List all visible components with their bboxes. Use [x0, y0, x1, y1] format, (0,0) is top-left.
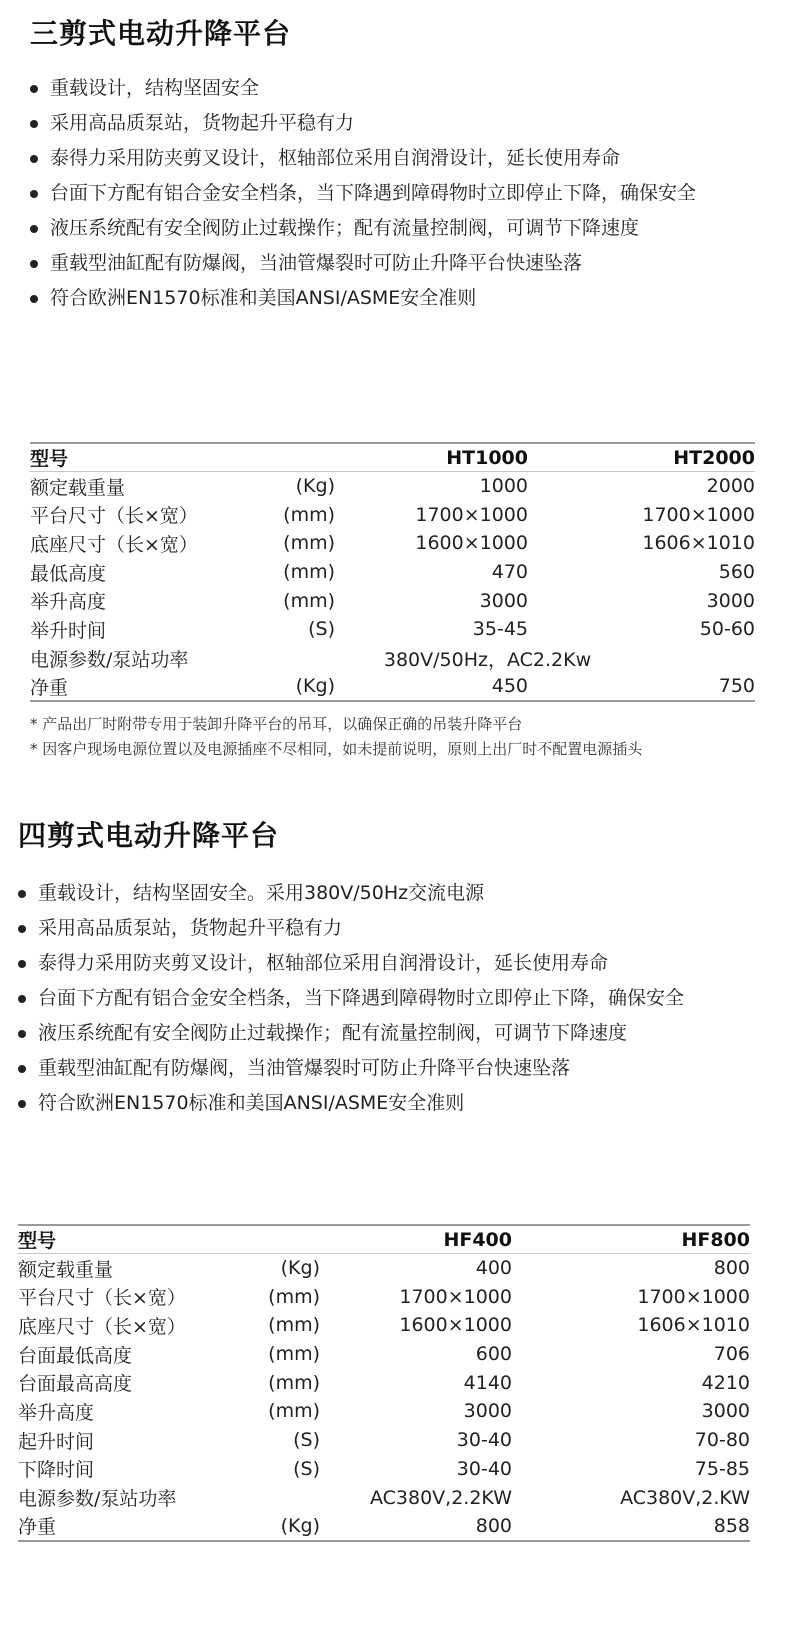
row-label: 底座尺寸（长×宽） — [30, 533, 198, 556]
bullet-icon — [30, 120, 38, 128]
row-value-1: AC380V,2.2KW — [369, 1486, 512, 1509]
feature-item — [30, 71, 696, 106]
row-value-2: 2000 — [706, 475, 755, 498]
table-row — [30, 644, 755, 673]
feature-text: 重载设计，结构坚固安全 — [50, 77, 260, 99]
row-unit: (S) — [293, 1457, 320, 1480]
bullet-icon — [18, 925, 26, 933]
row-label: 净重 — [30, 676, 69, 699]
table-row — [18, 1455, 750, 1484]
table-row — [30, 558, 755, 587]
notes-list — [30, 712, 642, 762]
row-value-1: 800 — [475, 1514, 512, 1537]
row-value-2: 560 — [718, 561, 755, 584]
feature-item — [30, 281, 696, 316]
feature-item — [18, 946, 684, 981]
table-row — [30, 586, 755, 615]
row-value-1: 3000 — [479, 589, 528, 612]
table-row — [18, 1311, 750, 1340]
row-value-1: 1600×1000 — [415, 532, 528, 555]
feature-item — [30, 106, 696, 141]
row-unit: (mm) — [268, 1285, 320, 1308]
table-row — [18, 1397, 750, 1426]
header-label: 型号 — [18, 1230, 57, 1253]
row-label: 台面最低高度 — [18, 1344, 133, 1367]
row-value-1: 30-40 — [456, 1457, 512, 1480]
row-value-1: 400 — [475, 1257, 512, 1280]
table-row — [18, 1282, 750, 1311]
row-unit: (mm) — [283, 532, 335, 555]
feature-text: 符合欧洲EN1570标准和美国ANSI/ASME安全准则 — [50, 287, 477, 309]
bullet-icon — [18, 1030, 26, 1038]
row-value-1: 35-45 — [472, 618, 528, 641]
row-unit: (mm) — [268, 1371, 320, 1394]
row-unit — [208, 1483, 320, 1512]
feature-text: 重载型油缸配有防爆阀，当油管爆裂时可防止升降平台快速坠落 — [50, 252, 583, 274]
bullet-icon — [30, 190, 38, 198]
row-unit: (Kg) — [280, 1257, 320, 1280]
section-three-scissor — [0, 0, 800, 780]
row-label: 下降时间 — [18, 1459, 95, 1482]
row-value-2: 1700×1000 — [637, 1285, 750, 1308]
spec-table — [18, 1224, 750, 1542]
bullet-icon — [30, 260, 38, 268]
row-label: 平台尺寸（长×宽） — [18, 1287, 186, 1310]
row-unit: (mm) — [268, 1400, 320, 1423]
note-item: * 因客户现场电源位置以及电源插座不尽相同，如未提前说明，原则上出厂时不配置电源插头 — [30, 740, 643, 758]
feature-text: 重载型油缸配有防爆阀，当油管爆裂时可防止升降平台快速坠落 — [38, 1057, 571, 1079]
feature-item — [18, 981, 684, 1016]
row-label: 底座尺寸（长×宽） — [18, 1315, 186, 1338]
row-value-1: 1700×1000 — [415, 503, 528, 526]
row-unit: (Kg) — [295, 475, 335, 498]
feature-item — [30, 211, 696, 246]
row-value-2: 4210 — [701, 1371, 750, 1394]
table-row — [18, 1254, 750, 1283]
table-header-row — [18, 1225, 750, 1254]
row-value-2: 50-60 — [699, 618, 755, 641]
row-value-2: 70-80 — [694, 1429, 750, 1452]
bullet-icon — [18, 960, 26, 968]
row-value-1: 4140 — [463, 1371, 512, 1394]
row-label: 台面最高高度 — [18, 1373, 133, 1396]
row-value-1: 30-40 — [456, 1429, 512, 1452]
row-label: 举升高度 — [30, 591, 107, 614]
feature-item — [30, 246, 696, 281]
table-row — [30, 529, 755, 558]
row-unit: (mm) — [283, 561, 335, 584]
row-value-1: 600 — [475, 1343, 512, 1366]
table-row — [18, 1512, 750, 1541]
row-label: 净重 — [18, 1516, 57, 1539]
table-row — [18, 1368, 750, 1397]
feature-item — [18, 1086, 684, 1121]
row-unit: (mm) — [283, 589, 335, 612]
feature-item — [30, 176, 696, 211]
row-value-2: 3000 — [701, 1400, 750, 1423]
bullet-icon — [18, 1065, 26, 1073]
row-label: 举升时间 — [30, 619, 107, 642]
feature-text: 液压系统配有安全阀防止过载操作；配有流量控制阀，可调节下降速度 — [38, 1022, 628, 1044]
row-unit: (mm) — [268, 1343, 320, 1366]
bullet-icon — [30, 155, 38, 163]
feature-item — [18, 1016, 684, 1051]
row-value-2: 706 — [713, 1343, 750, 1366]
table-row — [30, 500, 755, 529]
row-label: 最低高度 — [30, 562, 107, 585]
section-title: 三剪式电动升降平台 — [30, 17, 292, 50]
row-value-2: AC380V,2.KW — [620, 1486, 750, 1509]
feature-text: 台面下方配有铝合金安全档条，当下降遇到障碍物时立即停止下降，确保安全 — [50, 182, 697, 204]
feature-item — [30, 141, 696, 176]
header-model-1: HF400 — [443, 1228, 512, 1251]
bullet-icon — [30, 295, 38, 303]
row-unit: (S) — [293, 1429, 320, 1452]
bullet-icon — [18, 890, 26, 898]
feature-list — [30, 71, 696, 316]
table-row — [18, 1340, 750, 1369]
feature-text: 液压系统配有安全阀防止过载操作；配有流量控制阀，可调节下降速度 — [50, 217, 640, 239]
header-model-1: HT1000 — [446, 446, 528, 469]
row-value-2: 1606×1010 — [642, 532, 755, 555]
feature-text: 重载设计，结构坚固安全。采用380V/50Hz交流电源 — [38, 882, 485, 904]
table-row — [18, 1483, 750, 1512]
row-label: 额定载重量 — [18, 1258, 114, 1281]
bullet-icon — [18, 995, 26, 1003]
row-value-1: 3000 — [463, 1400, 512, 1423]
feature-item — [18, 1051, 684, 1086]
section-four-scissor — [0, 800, 800, 1636]
row-label: 电源参数/泵站功率 — [30, 648, 189, 671]
header-unit — [220, 443, 335, 472]
row-value-2: 750 — [718, 675, 755, 698]
row-value-1: 1600×1000 — [399, 1314, 512, 1337]
row-label: 额定载重量 — [30, 476, 126, 499]
section-title: 四剪式电动升降平台 — [18, 819, 280, 852]
header-unit — [208, 1225, 320, 1254]
feature-item — [18, 876, 684, 911]
row-label: 平台尺寸（长×宽） — [30, 505, 198, 528]
row-unit: (S) — [308, 618, 335, 641]
row-value-1: 470 — [491, 561, 528, 584]
feature-text: 符合欧洲EN1570标准和美国ANSI/ASME安全准则 — [38, 1092, 465, 1114]
row-value-2: 1606×1010 — [637, 1314, 750, 1337]
bullet-icon — [18, 1100, 26, 1108]
row-label: 电源参数/泵站功率 — [18, 1488, 177, 1511]
row-unit: (Kg) — [295, 675, 335, 698]
table-row — [30, 615, 755, 644]
row-unit: (Kg) — [280, 1514, 320, 1537]
bullet-icon — [30, 85, 38, 93]
table-row — [18, 1426, 750, 1455]
row-value-2: 1700×1000 — [642, 503, 755, 526]
table-row — [30, 673, 755, 702]
header-model-2: HT2000 — [673, 446, 755, 469]
row-value-1: 450 — [491, 675, 528, 698]
feature-text: 采用高品质泵站，货物起升平稳有力 — [50, 112, 355, 134]
feature-text: 采用高品质泵站，货物起升平稳有力 — [38, 917, 343, 939]
spec-table — [30, 442, 755, 702]
row-value-2: 75-85 — [694, 1457, 750, 1480]
row-value-2: 800 — [713, 1257, 750, 1280]
bullet-icon — [30, 225, 38, 233]
row-value-2: 3000 — [706, 589, 755, 612]
note-item: * 产品出厂时附带专用于装卸升降平台的吊耳，以确保正确的吊装升降平台 — [30, 715, 523, 733]
feature-list — [18, 876, 684, 1121]
feature-item — [18, 911, 684, 946]
row-label: 起升时间 — [18, 1430, 95, 1453]
row-value-span: 380V/50Hz，AC2.2Kw — [383, 648, 592, 671]
row-value-1: 1700×1000 — [399, 1285, 512, 1308]
row-label: 举升高度 — [18, 1401, 95, 1424]
table-row — [30, 472, 755, 501]
table-header-row — [30, 443, 755, 472]
feature-text: 台面下方配有铝合金安全档条，当下降遇到障碍物时立即停止下降，确保安全 — [38, 987, 685, 1009]
row-value-2: 858 — [713, 1514, 750, 1537]
header-label: 型号 — [30, 448, 69, 471]
feature-text: 泰得力采用防夹剪叉设计，枢轴部位采用自润滑设计，延长使用寿命 — [38, 952, 609, 974]
feature-text: 泰得力采用防夹剪叉设计，枢轴部位采用自润滑设计，延长使用寿命 — [50, 147, 621, 169]
row-unit: (mm) — [268, 1314, 320, 1337]
header-model-2: HF800 — [681, 1228, 750, 1251]
row-unit: (mm) — [283, 503, 335, 526]
row-value-1: 1000 — [479, 475, 528, 498]
